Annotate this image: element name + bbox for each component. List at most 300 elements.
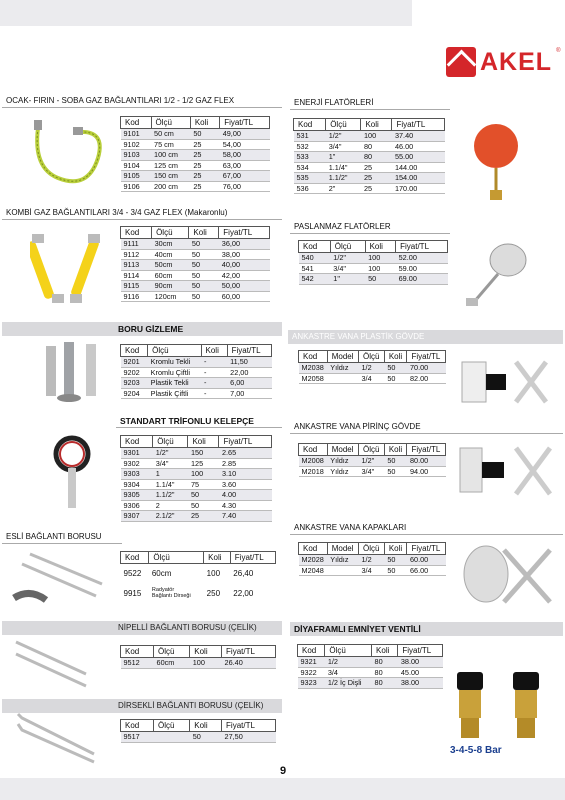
column-header: Fiyat/TL — [396, 241, 448, 253]
table-cell: 9517 — [121, 732, 154, 743]
table-cell: 532 — [294, 141, 326, 152]
table-cell: 69.00 — [396, 274, 448, 285]
column-header: Fiyat/TL — [222, 720, 276, 732]
table-cell: 9101 — [121, 129, 152, 140]
table-cell: 40cm — [152, 249, 189, 260]
table-cell: 100 — [206, 568, 221, 578]
section-title-diyafram: DİYAFRAMLI EMNİYET VENTİLİ — [290, 622, 563, 636]
column-header: Ölçü — [149, 552, 204, 564]
table-cell: 82.00 — [407, 373, 446, 384]
table-cell: 1" — [330, 274, 365, 285]
table-row — [121, 584, 276, 604]
column-header: Ölçü — [358, 543, 384, 555]
table-cell: 76,00 — [220, 181, 270, 192]
column-header: Model — [327, 444, 358, 456]
section-title-boru: BORU GİZLEME — [2, 322, 282, 336]
table-row — [121, 171, 270, 182]
table-cell: 9303 — [121, 469, 153, 480]
column-header: Koli — [188, 436, 219, 448]
pipe-cover-image — [42, 340, 107, 406]
table-cell: 200 cm — [151, 181, 190, 192]
table-cell: 1/2" — [153, 448, 188, 459]
table-cell: 100 — [365, 263, 396, 274]
column-header: Koli — [189, 227, 219, 239]
column-header: Kod — [121, 117, 152, 129]
table-enerji — [293, 118, 445, 194]
table-cell: 50 cm — [151, 129, 190, 140]
table-cell: 70.00 — [407, 363, 446, 374]
table-cell: 50 — [189, 270, 219, 281]
bottom-band — [0, 778, 565, 800]
elbow-pipe-image — [14, 708, 104, 764]
table-row — [299, 263, 448, 274]
column-header: Ölçü — [153, 436, 188, 448]
table-cell — [149, 584, 204, 604]
section-title-nipelli: NİPELLİ BAĞLANTI BORUSU (ÇELİK) — [2, 621, 282, 635]
table-cell: 125 cm — [151, 160, 190, 171]
table-paslanmaz — [298, 240, 448, 285]
column-header: Model — [327, 351, 358, 363]
section-title-kelepce: STANDART TRİFONLU KELEPÇE — [116, 414, 282, 428]
table-boru — [120, 344, 272, 399]
table-cell: 7,00 — [227, 388, 271, 399]
table-cell: 50 — [365, 274, 396, 285]
table-cell: 80 — [361, 141, 392, 152]
table-row — [121, 357, 272, 368]
table-cell: - — [201, 378, 227, 389]
section-title-esli: ESLİ BAĞLANTI BORUSU — [2, 530, 122, 544]
table-kelepce — [120, 435, 272, 522]
table-cell: 9306 — [121, 500, 153, 511]
table-cell: 1/2 — [358, 555, 384, 566]
section-title-dirsekli: DİRSEKLİ BAĞLANTI BORUSU (ÇELİK) — [2, 699, 282, 713]
column-header: Kod — [294, 119, 326, 131]
table-cell: 80 — [372, 667, 398, 678]
table-cell: 1/2 — [358, 363, 384, 374]
column-header: Kod — [298, 645, 325, 657]
column-header: Ölçü — [154, 720, 190, 732]
table-cell: 3.10 — [219, 469, 272, 480]
page-number: 9 — [279, 765, 287, 777]
table-row — [121, 564, 276, 584]
table-row — [299, 466, 446, 477]
column-header: Ölçü — [358, 444, 384, 456]
table-cell: 2 — [153, 500, 188, 511]
column-header: Fiyat/TL — [220, 117, 270, 129]
table-cell: 3/4 — [358, 373, 384, 384]
table-cell — [154, 732, 190, 743]
table-cell: 37.40 — [392, 131, 445, 142]
table-cell: 25 — [361, 162, 392, 173]
table-cell: 531 — [294, 131, 326, 142]
table-cell: 540 — [299, 253, 331, 264]
table-cell: 9115 — [121, 281, 152, 292]
column-header: Fiyat/TL — [230, 552, 275, 564]
table-row — [121, 448, 272, 459]
table-cell: 49,00 — [220, 129, 270, 140]
table-cell: 80 — [372, 657, 398, 668]
table-cell: 11,50 — [227, 357, 271, 368]
table-row — [121, 150, 270, 161]
table-cell: 9105 — [121, 171, 152, 182]
akel-logo-icon — [446, 47, 476, 77]
table-cell: 60cm — [151, 568, 172, 578]
column-header: Koli — [384, 444, 407, 456]
table-row — [299, 555, 446, 566]
table-cell: 50 — [384, 466, 407, 477]
table-cell: 3/4" — [358, 466, 384, 477]
table-cell: 50 — [188, 500, 219, 511]
table-cell: - — [201, 367, 227, 378]
table-cell: 22,00 — [227, 367, 271, 378]
table-cell: 42,00 — [219, 270, 270, 281]
table-cell: 9116 — [121, 291, 152, 302]
column-header: Ölçü — [326, 119, 361, 131]
column-header: Ölçü — [154, 646, 190, 658]
table-cell: 60.00 — [407, 555, 446, 566]
table-cell: 250 — [206, 588, 221, 598]
table-cell: 52.00 — [396, 253, 448, 264]
table-cell: 60,00 — [219, 291, 270, 302]
table-cell: 100 — [190, 658, 222, 669]
section-title-kombi: KOMBİ GAZ BAĞLANTILARI 3/4 - 3/4 GAZ FLEX (Makaronlu) — [2, 206, 282, 220]
table-cell: 60cm — [152, 270, 189, 281]
column-header: Koli — [365, 241, 396, 253]
table-row — [121, 270, 270, 281]
table-cell: 25 — [190, 150, 219, 161]
brand-name: AKEL — [480, 47, 553, 76]
table-cell: 1" — [326, 152, 361, 163]
table-cell: 60cm — [154, 658, 190, 669]
table-cell: 1 — [153, 469, 188, 480]
yellow-gas-hose-image — [30, 232, 110, 308]
column-header: Fiyat/TL — [227, 345, 271, 357]
table-row — [121, 260, 270, 271]
table-cell: 2.65 — [219, 448, 272, 459]
table-cell: 125 — [188, 458, 219, 469]
table-row — [121, 500, 272, 511]
table-cell: 80 — [372, 678, 398, 689]
table-cell: M2008 — [299, 456, 328, 467]
table-cell: 150 — [188, 448, 219, 459]
table-row — [121, 367, 272, 378]
table-cell: 58,00 — [220, 150, 270, 161]
column-header: Kod — [121, 720, 154, 732]
table-cell: 25 — [190, 139, 219, 150]
table-cell: 3/4 — [358, 565, 384, 576]
table-cell: 533 — [294, 152, 326, 163]
column-header: Fiyat/TL — [219, 227, 270, 239]
table-cell: 2.1/2" — [153, 511, 188, 522]
section-title-kapak: ANKASTRE VANA KAPAKLARI — [290, 521, 563, 535]
table-row — [294, 152, 445, 163]
section-title-enerji: ENERJİ FLATÖRLERİ — [290, 96, 450, 110]
table-row — [294, 141, 445, 152]
table-cell: 9114 — [121, 270, 152, 281]
brand-logo — [446, 44, 560, 80]
table-dirsekli — [120, 719, 276, 743]
table-row — [121, 291, 270, 302]
column-header: Kod — [121, 552, 149, 564]
registered-mark: ® — [556, 48, 561, 54]
table-cell: 100 — [361, 131, 392, 142]
column-header: Kod — [121, 436, 153, 448]
table-cell: 50 — [189, 260, 219, 271]
table-cell: 9522 — [123, 568, 142, 578]
column-header: Ölçü — [325, 645, 372, 657]
column-header: Fiyat/TL — [222, 646, 276, 658]
table-cell: 94.00 — [407, 466, 446, 477]
table-cell: 25 — [188, 511, 219, 522]
table-cell: 38.00 — [398, 657, 443, 668]
table-cell: 9106 — [121, 181, 152, 192]
column-header: Fiyat/TL — [407, 444, 446, 456]
table-cell: 50 — [384, 363, 407, 374]
table-cell: Yıldız — [327, 466, 358, 477]
table-cell: 9915 — [123, 588, 142, 598]
table-cell: 67,00 — [220, 171, 270, 182]
table-cell: 6,00 — [227, 378, 271, 389]
column-header: Koli — [204, 552, 231, 564]
table-cell: 1/2 — [325, 657, 372, 668]
column-header: Kod — [121, 646, 154, 658]
table-cell: 50 — [384, 373, 407, 384]
table-cell: M2038 — [299, 363, 328, 374]
table-row — [294, 173, 445, 184]
table-row — [121, 658, 276, 669]
table-cell-text: Radyatör Bağlantı Dirseği — [151, 586, 191, 600]
section-title-pirinc: ANKASTRE VANA PİRİNÇ GÖVDE — [290, 420, 563, 434]
table-row — [298, 667, 443, 678]
table-row — [294, 162, 445, 173]
table-cell: 9202 — [121, 367, 148, 378]
float-ball-image — [456, 122, 556, 204]
table-cell: 9302 — [121, 458, 153, 469]
top-band — [0, 0, 412, 26]
column-header: Fiyat/TL — [398, 645, 443, 657]
table-row — [121, 129, 270, 140]
table-row — [121, 458, 272, 469]
table-row — [299, 253, 448, 264]
table-cell: 50 — [189, 249, 219, 260]
column-header: Koli — [201, 345, 227, 357]
table-cell: 9204 — [121, 388, 148, 399]
column-header: Koli — [361, 119, 392, 131]
column-header: Ölçü — [152, 227, 189, 239]
table-cell: 50cm — [152, 260, 189, 271]
table-cell: 9322 — [298, 667, 325, 678]
table-cell: 150 cm — [151, 171, 190, 182]
column-header: Koli — [190, 646, 222, 658]
table-cell: 535 — [294, 173, 326, 184]
table-row — [121, 490, 272, 501]
section-title-paslanmaz: PASLANMAZ FLATÖRLER — [290, 220, 450, 234]
table-cell: 59.00 — [396, 263, 448, 274]
pipe-clamp-image — [42, 434, 102, 510]
table-row — [121, 378, 272, 389]
column-header: Fiyat/TL — [219, 436, 272, 448]
table-cell: 144.00 — [392, 162, 445, 173]
table-cell: 25 — [190, 160, 219, 171]
table-row — [121, 239, 270, 250]
table-cell: 50 — [189, 239, 219, 250]
table-cell: 9102 — [121, 139, 152, 150]
column-header: Fiyat/TL — [407, 351, 446, 363]
table-plastik — [298, 350, 446, 384]
column-header: Ölçü — [358, 351, 384, 363]
table-cell: 36,00 — [219, 239, 270, 250]
table-cell: 50 — [384, 555, 407, 566]
table-cell: 50 — [384, 565, 407, 576]
table-row — [121, 139, 270, 150]
table-cell: 7.40 — [219, 511, 272, 522]
table-row — [294, 131, 445, 142]
column-header: Kod — [121, 345, 148, 357]
table-cell: Plastik Tekli — [148, 378, 201, 389]
table-cell: - — [201, 357, 227, 368]
table-cell: 50 — [189, 281, 219, 292]
table-cell: 4.30 — [219, 500, 272, 511]
table-row — [294, 183, 445, 194]
table-cell: 100 — [188, 469, 219, 480]
table-cell: 25 — [361, 173, 392, 184]
column-header: Koli — [384, 351, 407, 363]
table-cell: 80 — [361, 152, 392, 163]
table-cell: 9301 — [121, 448, 153, 459]
table-cell: 100 cm — [151, 150, 190, 161]
table-cell: 9201 — [121, 357, 148, 368]
column-header: Kod — [299, 241, 331, 253]
table-cell: 63,00 — [220, 160, 270, 171]
table-cell: 46.00 — [392, 141, 445, 152]
brass-valve-image — [456, 440, 556, 506]
table-cell: 54,00 — [220, 139, 270, 150]
nipple-pipe-image — [12, 634, 92, 692]
table-cell: 9321 — [298, 657, 325, 668]
table-cell: 55.00 — [392, 152, 445, 163]
column-header: Koli — [190, 117, 219, 129]
table-cell — [327, 373, 358, 384]
safety-valve-image — [447, 668, 559, 746]
gas-flex-hose-image — [28, 118, 108, 194]
table-row — [121, 249, 270, 260]
table-cell: 9111 — [121, 239, 152, 250]
table-cell: 45.00 — [398, 667, 443, 678]
table-cell: 26,40 — [233, 568, 254, 578]
table-cell: 90cm — [152, 281, 189, 292]
table-cell: 1/2" — [358, 456, 384, 467]
table-cell: 30cm — [152, 239, 189, 250]
table-cell: 50 — [190, 732, 222, 743]
table-kapak — [298, 542, 446, 576]
column-header: Kod — [299, 351, 328, 363]
table-cell: 75 cm — [151, 139, 190, 150]
table-cell: 80.00 — [407, 456, 446, 467]
table-cell: 50 — [190, 129, 219, 140]
table-row — [121, 732, 276, 743]
table-ocak — [120, 116, 270, 192]
table-cell: 22,00 — [233, 588, 254, 598]
table-cell: Kromlu Çiftli — [148, 367, 201, 378]
column-header: Fiyat/TL — [407, 543, 446, 555]
stainless-float-image — [458, 238, 553, 314]
table-cell: M2028 — [299, 555, 328, 566]
table-row — [298, 657, 443, 668]
column-header: Koli — [384, 543, 407, 555]
table-cell: 50 — [384, 456, 407, 467]
table-cell: 534 — [294, 162, 326, 173]
table-cell: 9304 — [121, 479, 153, 490]
table-cell: 1.1/4" — [153, 479, 188, 490]
table-cell: 9323 — [298, 678, 325, 689]
table-cell: 25 — [361, 183, 392, 194]
table-cell: 9307 — [121, 511, 153, 522]
table-row — [121, 511, 272, 522]
table-cell: 38,00 — [219, 249, 270, 260]
table-cell: 25 — [190, 171, 219, 182]
table-cell: 3.60 — [219, 479, 272, 490]
table-row — [121, 469, 272, 480]
table-cell: 120cm — [152, 291, 189, 302]
table-cell: M2018 — [299, 466, 328, 477]
table-row — [121, 479, 272, 490]
column-header: Ölçü — [330, 241, 365, 253]
table-cell: 9104 — [121, 160, 152, 171]
table-cell: 75 — [188, 479, 219, 490]
table-row — [121, 281, 270, 292]
table-cell: 100 — [365, 253, 396, 264]
table-cell: M2048 — [299, 565, 328, 576]
table-row — [299, 274, 448, 285]
plastic-valve-image — [456, 352, 556, 412]
column-header: Koli — [190, 720, 222, 732]
table-nipelli — [120, 645, 276, 669]
table-row — [121, 181, 270, 192]
table-row — [121, 160, 270, 171]
table-cell: 1.1/2" — [153, 490, 188, 501]
table-cell: 25 — [190, 181, 219, 192]
table-cell: 9112 — [121, 249, 152, 260]
pressure-caption: 3-4-5-8 Bar — [450, 745, 502, 756]
table-diyafram — [297, 644, 443, 689]
table-cell: 541 — [299, 263, 331, 274]
table-cell: 66.00 — [407, 565, 446, 576]
table-cell: 536 — [294, 183, 326, 194]
valve-cap-image — [458, 540, 556, 610]
table-cell: 4.00 — [219, 490, 272, 501]
table-row — [299, 363, 446, 374]
table-cell: 3/4" — [330, 263, 365, 274]
table-cell: 38.00 — [398, 678, 443, 689]
table-cell: 1.1/2" — [326, 173, 361, 184]
column-header: Kod — [121, 227, 152, 239]
table-cell: Kromlu Tekli — [148, 357, 201, 368]
table-cell: 9305 — [121, 490, 153, 501]
column-header: Ölçü — [148, 345, 201, 357]
table-kombi — [120, 226, 270, 302]
table-cell: 9203 — [121, 378, 148, 389]
table-cell: 1/2" — [330, 253, 365, 264]
column-header: Model — [327, 543, 358, 555]
table-cell: 1/2 İç Dişli — [325, 678, 372, 689]
table-row — [299, 456, 446, 467]
table-cell: 3/4" — [326, 141, 361, 152]
table-cell: 26.40 — [222, 658, 276, 669]
column-header: Koli — [372, 645, 398, 657]
table-cell: 9103 — [121, 150, 152, 161]
table-cell: 9113 — [121, 260, 152, 271]
section-title-plastik: ANKASTRE VANA PLASTİK GÖVDE — [288, 330, 563, 344]
